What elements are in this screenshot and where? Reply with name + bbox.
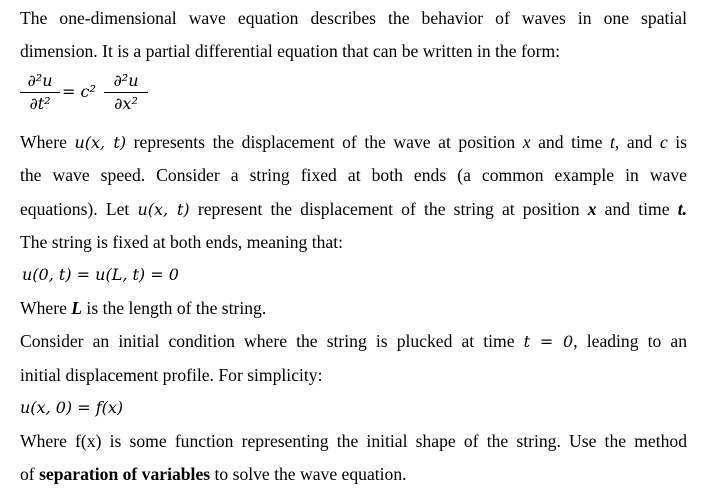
math-u-x-t: u(x, t)	[74, 133, 127, 152]
paragraph-initial-line-2	[20, 364, 322, 386]
text-span: represents the displacement of the wave at position	[126, 132, 523, 152]
rhs-fraction	[104, 72, 148, 113]
paragraph-definition-line-4	[20, 231, 343, 253]
paragraph-definition-line-1	[20, 131, 687, 154]
paragraph-intro-line-2	[20, 40, 560, 62]
math-text: u(x, 0) = f(x)	[20, 398, 124, 417]
text-span: equations). Let	[20, 199, 138, 219]
math-text: u(0, t) = u(L, t) = 0	[22, 265, 179, 284]
paragraph-initial-line-1	[20, 330, 687, 353]
boundary-condition-equation	[22, 264, 179, 286]
var-t: t	[609, 132, 615, 152]
text-span: of	[20, 464, 40, 484]
rhs-numerator: ∂²u	[113, 71, 139, 90]
text-span: Where	[20, 298, 72, 318]
math-u-x-t: u(x, t)	[137, 200, 190, 219]
paragraph-length	[20, 297, 266, 319]
var-x: x	[522, 132, 531, 152]
wave-equation	[20, 72, 160, 124]
text-span: The string is fixed at both ends, meaning that:	[20, 232, 343, 252]
equation-middle	[62, 83, 96, 101]
lhs-fraction	[20, 72, 60, 113]
bold-phrase: separation of variables	[39, 464, 211, 484]
text-span: is	[667, 132, 687, 152]
lhs-denominator: ∂t²	[20, 92, 60, 113]
text-span: , and	[614, 132, 660, 152]
text-span: , leading to an	[573, 331, 688, 351]
text-span: initial displacement profile. For simplicity:	[20, 365, 323, 385]
text-span: dimension. It is a partial differential equation that can be written in the form:	[20, 41, 561, 61]
text-span: to solve the wave equation.	[210, 464, 407, 484]
text-span: the wave speed. Consider a string fixed at both ends (a common example in wave	[20, 165, 687, 185]
wave-speed-squared: c²	[80, 82, 96, 101]
math-t-equals-zero: t = 0	[523, 332, 574, 351]
var-c: c	[659, 132, 668, 152]
equals-sign: =	[62, 82, 76, 101]
text-span: and time	[596, 199, 678, 219]
text-span: is the length of the string.	[82, 298, 267, 318]
initial-condition-equation	[20, 397, 123, 419]
text-span: Where f(x) is some function representing the initial shape of the string. Use the method	[20, 431, 687, 451]
rhs-denominator: ∂x²	[104, 92, 148, 113]
paragraph-intro-line-1	[20, 7, 687, 29]
paragraph-definition-line-3	[20, 198, 687, 221]
var-t-bold: t.	[677, 199, 687, 219]
text-span: The one-dimensional wave equation describes the behavior of waves in one spatial	[20, 8, 687, 28]
paragraph-task-line-1	[20, 430, 687, 452]
text-span: Where	[20, 132, 75, 152]
paragraph-task-line-2	[20, 463, 407, 485]
lhs-numerator: ∂²u	[27, 71, 53, 90]
paragraph-definition-line-2	[20, 164, 687, 186]
text-span: Consider an initial condition where the string is plucked at time	[20, 331, 524, 351]
var-x-bold: x	[587, 199, 597, 219]
var-L-bold: L	[71, 298, 83, 318]
text-span: represent the displacement of the string at position	[189, 199, 588, 219]
text-span: and time	[530, 132, 610, 152]
